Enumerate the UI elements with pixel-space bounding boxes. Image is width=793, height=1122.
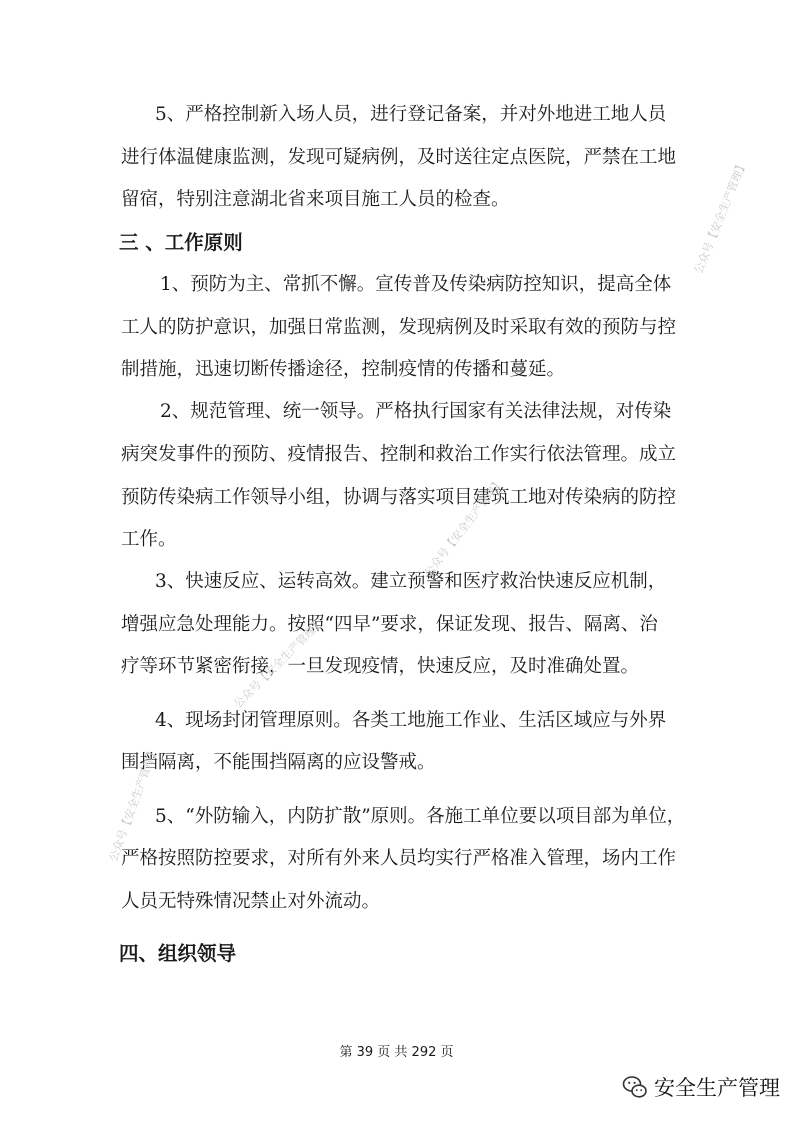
brand-logo [622,1070,780,1104]
watermark-1: 公众号【安全生产管理】 [691,158,750,276]
watermark-4: 公众号【安全生产管理】 [106,744,161,864]
logo-text: 安全生产管理 [654,1076,780,1100]
watermark-2: 公众号【安全生产管理】 [421,475,507,580]
watermark-3: 公众号【安全生产管理】 [231,615,327,711]
wechat-icon [622,1074,648,1100]
page-number: 第 39 页 共 292 页 [339,1045,454,1060]
